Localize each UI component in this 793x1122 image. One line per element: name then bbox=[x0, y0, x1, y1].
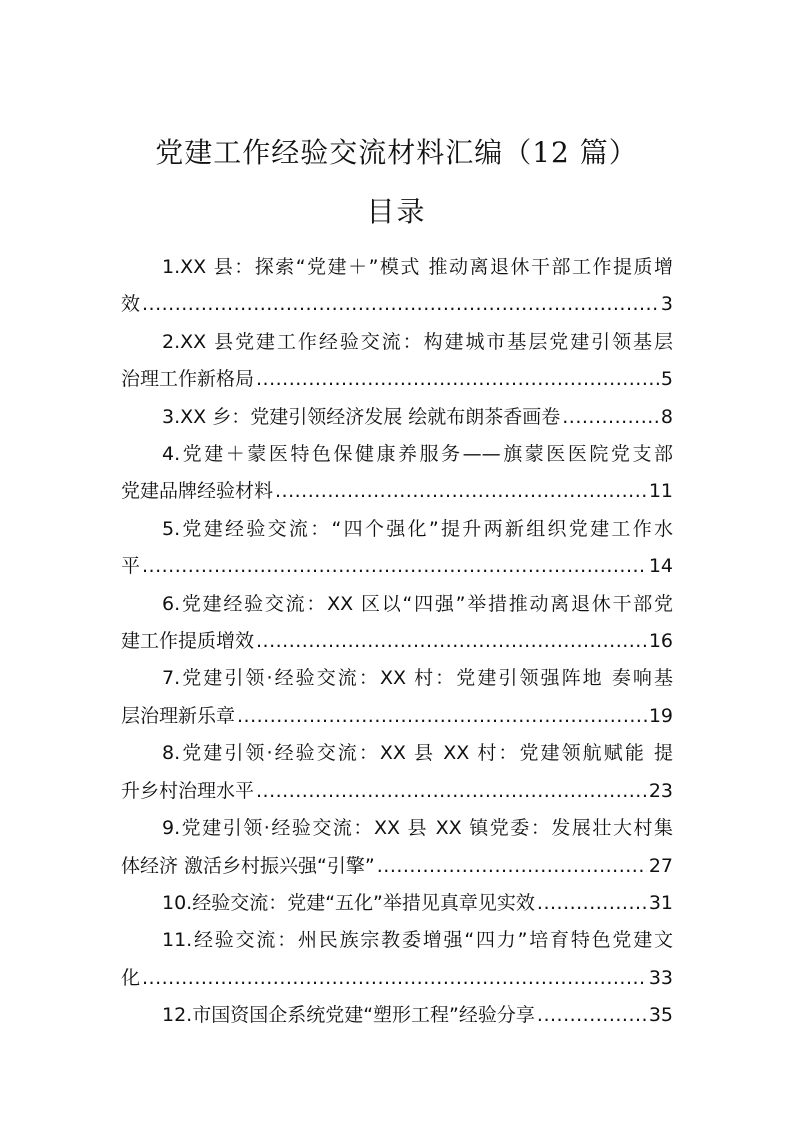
toc-entry-title-line2: 化 bbox=[121, 966, 141, 989]
dot-leader bbox=[377, 848, 647, 885]
toc-heading: 目录 bbox=[366, 195, 427, 228]
toc-page-number: 27 bbox=[648, 854, 673, 877]
dot-leader bbox=[562, 399, 659, 436]
toc-page-number: 33 bbox=[648, 966, 673, 989]
toc-entry-title-line2: 党建品牌经验材料 bbox=[121, 480, 274, 503]
toc-entry-1[interactable] bbox=[121, 249, 673, 324]
toc-entry-4[interactable] bbox=[121, 436, 673, 511]
toc-entry-11[interactable] bbox=[121, 922, 673, 997]
dot-leader bbox=[142, 548, 647, 585]
toc-entry-5[interactable] bbox=[121, 511, 673, 586]
toc-page-number: 11 bbox=[648, 480, 673, 503]
toc-entry-title-line1: 7.党建引领·经验交流：XX 村：党建引领强阵地 奏响基 bbox=[162, 667, 673, 690]
toc-entry-title-line1: 9.党建引领·经验交流：XX 县 XX 镇党委：发展壮大村集 bbox=[162, 817, 673, 840]
toc-entry-12[interactable] bbox=[121, 997, 673, 1034]
toc-page-number: 23 bbox=[648, 779, 673, 802]
toc-entry-title: 3.XX 乡：党建引领经济发展 绘就布朗茶香画卷 bbox=[162, 405, 561, 428]
dot-leader bbox=[537, 885, 647, 922]
toc-entry-title-line1: 2.XX 县党建工作经验交流：构建城市基层党建引领基层 bbox=[162, 330, 673, 353]
table-of-contents bbox=[121, 249, 673, 1035]
dot-leader bbox=[256, 623, 647, 660]
toc-entry-title-line2: 治理工作新格局 bbox=[121, 368, 255, 391]
toc-entry-title: 12.市国资国企系统党建“塑形工程”经验分享 bbox=[162, 1004, 535, 1027]
toc-page-number: 5 bbox=[660, 368, 673, 391]
toc-entry-7[interactable] bbox=[121, 660, 673, 735]
dot-leader bbox=[237, 698, 647, 735]
toc-page-number: 14 bbox=[648, 555, 673, 578]
toc-entry-8[interactable] bbox=[121, 735, 673, 810]
dot-leader bbox=[275, 473, 647, 510]
dot-leader bbox=[142, 286, 659, 323]
toc-entry-3[interactable] bbox=[121, 399, 673, 436]
dot-leader bbox=[142, 960, 647, 997]
toc-page-number: 16 bbox=[648, 630, 673, 653]
toc-entry-title-line2: 效 bbox=[121, 293, 141, 316]
toc-entry-title-line1: 1.XX 县：探索“党建＋”模式 推动离退休干部工作提质增 bbox=[162, 256, 673, 278]
toc-entry-title-line1: 6.党建经验交流：XX 区以“四强”举措推动离退休干部党 bbox=[162, 592, 673, 615]
toc-page-number: 31 bbox=[648, 891, 673, 914]
toc-entry-title-line1: 8.党建引领·经验交流：XX 县 XX 村：党建领航赋能 提 bbox=[162, 742, 673, 765]
toc-entry-6[interactable] bbox=[121, 586, 673, 661]
toc-page-number: 8 bbox=[660, 405, 673, 428]
toc-page-number: 19 bbox=[648, 704, 673, 727]
toc-entry-title-line1: 4.党建＋蒙医特色保健康养服务——旗蒙医医院党支部 bbox=[162, 443, 673, 466]
toc-entry-title-line2: 体经济 激活乡村振兴强“引擎” bbox=[121, 854, 375, 877]
toc-entry-title-line2: 升乡村治理水平 bbox=[121, 779, 255, 802]
dot-leader bbox=[537, 997, 647, 1034]
document-title: 党建工作经验交流材料汇编（12 篇） bbox=[155, 136, 638, 169]
toc-entry-title-line1: 11.经验交流：州民族宗教委增强“四力”培育特色党建文 bbox=[162, 929, 673, 952]
toc-entry-2[interactable] bbox=[121, 324, 673, 399]
toc-page-number: 3 bbox=[660, 293, 673, 316]
toc-entry-title: 10.经验交流：党建“五化”举措见真章见实效 bbox=[162, 891, 535, 914]
toc-entry-title-line1: 5.党建经验交流：“四个强化”提升两新组织党建工作水 bbox=[162, 517, 673, 540]
toc-entry-title-line2: 平 bbox=[121, 555, 141, 578]
dot-leader bbox=[256, 773, 647, 810]
toc-page-number: 35 bbox=[648, 1004, 673, 1027]
dot-leader bbox=[256, 361, 659, 398]
toc-entry-title-line2: 层治理新乐章 bbox=[121, 704, 236, 727]
toc-entry-9[interactable] bbox=[121, 810, 673, 885]
toc-entry-10[interactable] bbox=[121, 885, 673, 922]
toc-entry-title-line2: 建工作提质增效 bbox=[121, 630, 255, 653]
